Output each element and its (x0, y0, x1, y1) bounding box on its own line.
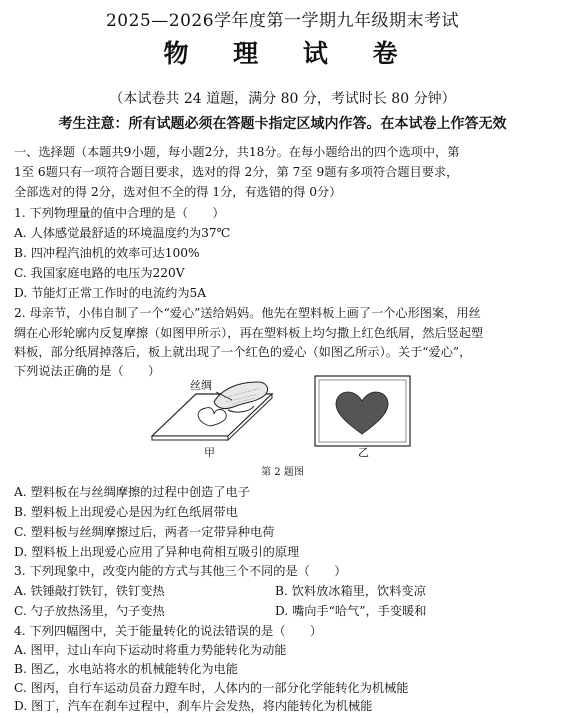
q3-option-d: D. 嘴向手“哈气”，手变暖和 (275, 604, 427, 618)
q2-line3: 料板，部分纸屑掉落后，板上就出现了一个红色的爱心（如图乙所示）。关于“爱心”， (14, 345, 472, 359)
q2-option-d: D. 塑料板上出现爱心应用了异种电荷相互吸引的原理 (14, 545, 300, 559)
section1-line2: 1至 6题只有一项符合题目要求，选对的得 2分，第 7至 9题有多项符合题目要求， (14, 165, 459, 179)
q3-option-a: A. 铁锤敲打铁钉，铁钉变热 (14, 584, 165, 598)
q4-option-d: D. 图丁，汽车在刹车过程中，刹车片会发热，将内能转化为机械能 (14, 699, 373, 713)
q2-option-a: A. 塑料板在与丝绸摩擦的过程中创造了电子 (14, 485, 250, 499)
exam-notice: 考生注意：所有试题必须在答题卡指定区域内作答。在本试卷上作答无效 (58, 116, 507, 132)
figure-jia-label: 甲 (204, 446, 215, 459)
exam-title: 2025—2026学年度第一学期九年级期末考试 (105, 11, 460, 31)
section1-line1: 一、选择题（本题共9小题，每小题2分，共18分。在每小题给出的四个选项中，第 (14, 145, 460, 159)
q2-figure (0, 368, 565, 460)
subject-title: 物 理 试 卷 (163, 39, 416, 68)
figure-yi-label: 乙 (358, 446, 369, 459)
silk-label: 丝绸 (190, 379, 212, 392)
q1-stem: 1. 下列物理量的值中合理的是（ ） (14, 206, 225, 220)
q1-option-c: C. 我国家庭电路的电压为220V (14, 266, 185, 280)
q2-line2: 绸在心形轮廓内反复摩擦（如图甲所示），再在塑料板上均匀撒上红色纸屑，然后竖起塑 (14, 326, 484, 340)
q3-option-c: C. 勺子放热汤里，勺子变热 (14, 604, 165, 618)
q1-option-d: D. 节能灯正常工作时的电流约为5A (14, 286, 207, 300)
q4-option-c: C. 图丙，自行车运动员奋力蹬车时，人体内的一部分化学能转化为机械能 (14, 681, 409, 695)
q1-option-a: A. 人体感觉最舒适的环境温度约为37℃ (14, 226, 231, 240)
section1-line3: 全部选对的得 2分，选对但不全的得 1分，有选错的得 0分） (14, 185, 342, 199)
q2-figure-caption: 第 2 题图 (261, 467, 304, 478)
q3-option-b: B. 饮料放冰箱里，饮料变凉 (275, 584, 426, 598)
q2-option-c: C. 塑料板与丝绸摩擦过后，两者一定带异种电荷 (14, 525, 275, 539)
q4-option-b: B. 图乙，水电站将水的机械能转化为电能 (14, 662, 238, 676)
q4-stem: 4. 下列四幅图中，关于能量转化的说法错误的是（ ） (14, 624, 323, 638)
exam-info: （本试卷共 24 道题，满分 80 分，考试时长 80 分钟） (109, 91, 456, 107)
q3-stem: 3. 下列现象中，改变内能的方式与其他三个不同的是（ ） (14, 564, 347, 578)
q2-line4: 下列说法正确的是（ ） (14, 364, 161, 378)
q2-line1: 2. 母亲节，小伟自制了一个“爱心”送给妈妈。他先在塑料板上画了一个心形图案，用丝 (14, 306, 481, 320)
q2-option-b: B. 塑料板上出现爱心是因为红色纸屑带电 (14, 505, 238, 519)
q4-option-a: A. 图甲，过山车向下运动时将重力势能转化为动能 (14, 643, 287, 657)
q1-option-b: B. 四冲程汽油机的效率可达100% (14, 246, 200, 260)
